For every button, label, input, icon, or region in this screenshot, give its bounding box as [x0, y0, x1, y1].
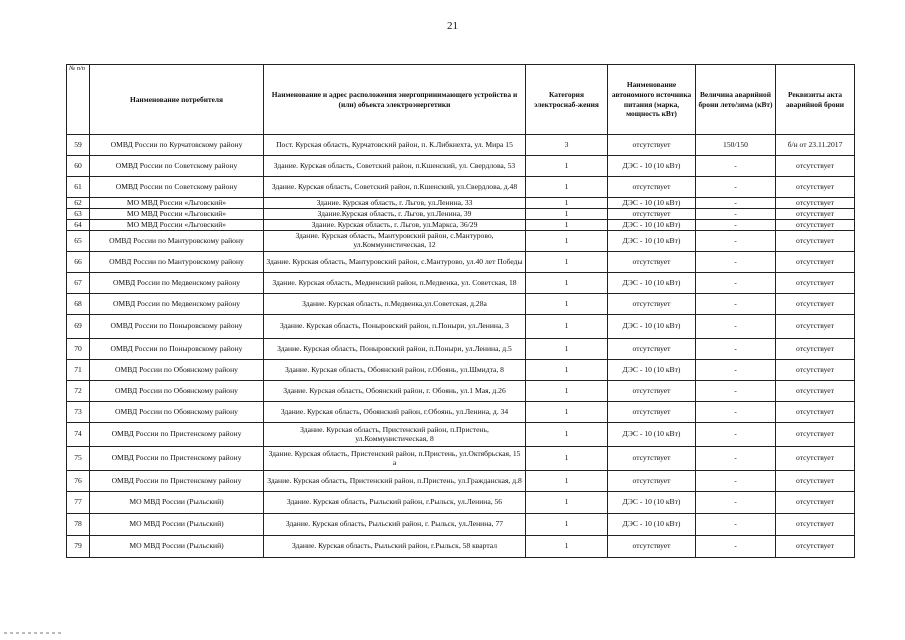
act-details: отсутствует [776, 536, 855, 558]
row-number: 67 [67, 273, 90, 294]
table-row [67, 360, 855, 381]
act-details: отсутствует [776, 209, 855, 220]
act-details: отсутствует [776, 423, 855, 447]
act-details: отсутствует [776, 339, 855, 360]
row-number: 62 [67, 198, 90, 209]
object-address: Здание. Курская область, Пристенский район, п.Пристень, ул.Коммунистическая, 8 [264, 423, 526, 447]
row-number: 66 [67, 252, 90, 273]
reserve-value: - [696, 231, 776, 252]
consumer-name: МО МВД России «Льговский» [90, 198, 264, 209]
table-row [67, 273, 855, 294]
object-address: Пост. Курская область, Курчатовский район, п. К.Либкнехта, ул. Мира 15 [264, 135, 526, 156]
table-row [67, 177, 855, 198]
table-row [67, 514, 855, 536]
act-details: отсутствует [776, 492, 855, 514]
consumer-name: ОМВД России по Пристенскому району [90, 471, 264, 492]
power-source: отсутствует [608, 177, 696, 198]
reserve-value: 150/150 [696, 135, 776, 156]
consumer-name: ОМВД России по Обоянскому району [90, 402, 264, 423]
supply-category: 3 [526, 135, 608, 156]
reserve-value: - [696, 198, 776, 209]
object-address: Здание. Курская область, г. Льгов, ул.Маркса, 36/29 [264, 220, 526, 231]
object-address: Здание. Курская область, Обоянский район, г.Обоянь, ул.Ленина, д. 34 [264, 402, 526, 423]
reserve-value: - [696, 381, 776, 402]
row-number: 75 [67, 447, 90, 471]
object-address: Здание. Курская область, Советский район, п.Кшенский, ул.Свердлова, д.48 [264, 177, 526, 198]
object-address: Здание. Курская область, Пристенский район, п.Пристень, ул.Гражданская, д.8 [264, 471, 526, 492]
table-row [67, 156, 855, 177]
row-number: 72 [67, 381, 90, 402]
consumer-name: МО МВД России (Рыльский) [90, 492, 264, 514]
act-details: отсутствует [776, 315, 855, 339]
reserve-value: - [696, 315, 776, 339]
table-row [67, 492, 855, 514]
object-address: Здание. Курская область, Мантуровский район, с.Мантурово, ул.40 лет Победы [264, 252, 526, 273]
power-source: отсутствует [608, 209, 696, 220]
header-number: № п/п [67, 65, 90, 135]
supply-category: 1 [526, 471, 608, 492]
object-address: Здание. Курская область, Поныровский район, п.Поныри, ул.Ленина, 3 [264, 315, 526, 339]
consumer-name: ОМВД России по Поныровскому району [90, 315, 264, 339]
consumer-name: ОМВД России по Пристенскому району [90, 447, 264, 471]
header-reserve: Величина аварийной брони лето/зима (кВт) [696, 65, 776, 135]
row-number: 69 [67, 315, 90, 339]
consumer-name: МО МВД России (Рыльский) [90, 536, 264, 558]
supply-category: 1 [526, 177, 608, 198]
table-row [67, 447, 855, 471]
header-category: Категория электроснаб-жения [526, 65, 608, 135]
supply-category: 1 [526, 273, 608, 294]
power-source: ДЭС - 10 (10 кВт) [608, 273, 696, 294]
consumer-name: ОМВД России по Пристенскому району [90, 423, 264, 447]
table-row [67, 315, 855, 339]
power-source: ДЭС - 10 (10 кВт) [608, 315, 696, 339]
row-number: 78 [67, 514, 90, 536]
power-source: отсутствует [608, 471, 696, 492]
table-row [67, 423, 855, 447]
power-source: отсутствует [608, 339, 696, 360]
object-address: Здание. Курская область, Обоянский район, г. Обоянь, ул.1 Мая, д.26 [264, 381, 526, 402]
row-number: 70 [67, 339, 90, 360]
power-source: ДЭС - 10 (10 кВт) [608, 220, 696, 231]
reserve-value: - [696, 177, 776, 198]
supply-category: 1 [526, 315, 608, 339]
consumer-name: ОМВД России по Мантуровскому району [90, 231, 264, 252]
table-row [67, 198, 855, 209]
power-source: отсутствует [608, 135, 696, 156]
reserve-value: - [696, 294, 776, 315]
supply-category: 1 [526, 402, 608, 423]
power-source: отсутствует [608, 536, 696, 558]
object-address: Здание. Курская область, Рыльский район, г. Рыльск, ул.Ленина, 77 [264, 514, 526, 536]
object-address: Здание. Курская область, Медвенский район, п.Медвенка, ул. Советская, 18 [264, 273, 526, 294]
reserve-value: - [696, 339, 776, 360]
table-row [67, 220, 855, 231]
header-address: Наименование и адрес расположения энергопринимающего устройства и (или) объекта электроэнергетики [264, 65, 526, 135]
table-row [67, 209, 855, 220]
table-row [67, 339, 855, 360]
power-source: ДЭС - 10 (10 кВт) [608, 156, 696, 177]
supply-category: 1 [526, 231, 608, 252]
object-address: Здание.Курская область, г. Льгов, ул.Ленина, 39 [264, 209, 526, 220]
table-row [67, 536, 855, 558]
row-number: 68 [67, 294, 90, 315]
reserve-value: - [696, 514, 776, 536]
object-address: Здание. Курская область, Обоянский район, г.Обоянь, ул.Шмидта, 8 [264, 360, 526, 381]
power-source: отсутствует [608, 252, 696, 273]
object-address: Здание. Курская область, Советский район, п.Кшенский, ул. Свердлова, 53 [264, 156, 526, 177]
consumers-table [66, 64, 855, 558]
consumer-name: ОМВД России по Медвенскому району [90, 294, 264, 315]
act-details: отсутствует [776, 273, 855, 294]
scan-artifact [4, 632, 64, 634]
reserve-value: - [696, 273, 776, 294]
supply-category: 1 [526, 536, 608, 558]
object-address: Здание. Курская область, г. Льгов, ул.Ленина, 33 [264, 198, 526, 209]
row-number: 60 [67, 156, 90, 177]
row-number: 63 [67, 209, 90, 220]
reserve-value: - [696, 402, 776, 423]
power-source: отсутствует [608, 402, 696, 423]
consumer-name: МО МВД России «Льговский» [90, 220, 264, 231]
consumer-name: ОМВД России по Мантуровскому району [90, 252, 264, 273]
consumer-name: ОМВД России по Курчатовскому району [90, 135, 264, 156]
act-details: отсутствует [776, 294, 855, 315]
row-number: 71 [67, 360, 90, 381]
row-number: 74 [67, 423, 90, 447]
row-number: 59 [67, 135, 90, 156]
power-source: ДЭС - 10 (10 кВт) [608, 423, 696, 447]
reserve-value: - [696, 471, 776, 492]
power-source: ДЭС - 10 (10 кВт) [608, 231, 696, 252]
act-details: отсутствует [776, 220, 855, 231]
object-address: Здание. Курская область, Поныровский район, п.Поныри, ул.Ленина, д.5 [264, 339, 526, 360]
supply-category: 1 [526, 381, 608, 402]
row-number: 61 [67, 177, 90, 198]
supply-category: 1 [526, 252, 608, 273]
table-row [67, 135, 855, 156]
table-row [67, 402, 855, 423]
row-number: 73 [67, 402, 90, 423]
consumer-name: ОМВД России по Советскому району [90, 177, 264, 198]
act-details: б/н от 23.11.2017 [776, 135, 855, 156]
reserve-value: - [696, 209, 776, 220]
table-header-row [67, 65, 855, 135]
reserve-value: - [696, 360, 776, 381]
object-address: Здание. Курская область, п.Медвенка,ул.Советская, д.28а [264, 294, 526, 315]
act-details: отсутствует [776, 198, 855, 209]
act-details: отсутствует [776, 514, 855, 536]
power-source: отсутствует [608, 294, 696, 315]
act-details: отсутствует [776, 177, 855, 198]
supply-category: 1 [526, 339, 608, 360]
supply-category: 1 [526, 514, 608, 536]
header-power-source: Наименование автономного источника питания (марка, мощность кВт) [608, 65, 696, 135]
object-address: Здание. Курская область, Мантуровский район, с.Мантурово, ул.Коммунистическая, 12 [264, 231, 526, 252]
table-row [67, 294, 855, 315]
table-row [67, 381, 855, 402]
table-row [67, 252, 855, 273]
consumer-name: МО МВД России «Льговский» [90, 209, 264, 220]
power-source: отсутствует [608, 381, 696, 402]
row-number: 76 [67, 471, 90, 492]
act-details: отсутствует [776, 471, 855, 492]
consumer-name: МО МВД России (Рыльский) [90, 514, 264, 536]
supply-category: 1 [526, 423, 608, 447]
act-details: отсутствует [776, 381, 855, 402]
supply-category: 1 [526, 492, 608, 514]
supply-category: 1 [526, 156, 608, 177]
object-address: Здание. Курская область, Пристенский район, п.Пристень, ул.Октябрьская, 15 а [264, 447, 526, 471]
act-details: отсутствует [776, 447, 855, 471]
row-number: 77 [67, 492, 90, 514]
act-details: отсутствует [776, 360, 855, 381]
table-row [67, 471, 855, 492]
power-source: ДЭС - 10 (10 кВт) [608, 360, 696, 381]
object-address: Здание. Курская область, Рыльский район, г.Рыльск, ул.Ленина, 56 [264, 492, 526, 514]
act-details: отсутствует [776, 252, 855, 273]
row-number: 64 [67, 220, 90, 231]
supply-category: 1 [526, 220, 608, 231]
object-address: Здание. Курская область, Рыльский район, г.Рыльск, 58 квартал [264, 536, 526, 558]
consumer-name: ОМВД России по Советскому району [90, 156, 264, 177]
supply-category: 1 [526, 360, 608, 381]
supply-category: 1 [526, 447, 608, 471]
reserve-value: - [696, 447, 776, 471]
header-consumer: Наименование потребителя [90, 65, 264, 135]
reserve-value: - [696, 536, 776, 558]
consumer-name: ОМВД России по Медвенскому району [90, 273, 264, 294]
row-number: 79 [67, 536, 90, 558]
power-source: ДЭС - 10 (10 кВт) [608, 198, 696, 209]
act-details: отсутствует [776, 231, 855, 252]
page-number: 21 [447, 20, 458, 32]
power-source: отсутствует [608, 447, 696, 471]
consumer-name: ОМВД России по Обоянскому району [90, 381, 264, 402]
power-source: ДЭС - 10 (10 кВт) [608, 514, 696, 536]
row-number: 65 [67, 231, 90, 252]
act-details: отсутствует [776, 156, 855, 177]
consumer-name: ОМВД России по Поныровскому району [90, 339, 264, 360]
supply-category: 1 [526, 294, 608, 315]
consumer-name: ОМВД России по Обоянскому району [90, 360, 264, 381]
act-details: отсутствует [776, 402, 855, 423]
table-row [67, 231, 855, 252]
reserve-value: - [696, 252, 776, 273]
reserve-value: - [696, 423, 776, 447]
reserve-value: - [696, 492, 776, 514]
supply-category: 1 [526, 198, 608, 209]
reserve-value: - [696, 156, 776, 177]
supply-category: 1 [526, 209, 608, 220]
power-source: ДЭС - 10 (10 кВт) [608, 492, 696, 514]
header-act: Реквизиты акта аварийной брони [776, 65, 855, 135]
reserve-value: - [696, 220, 776, 231]
